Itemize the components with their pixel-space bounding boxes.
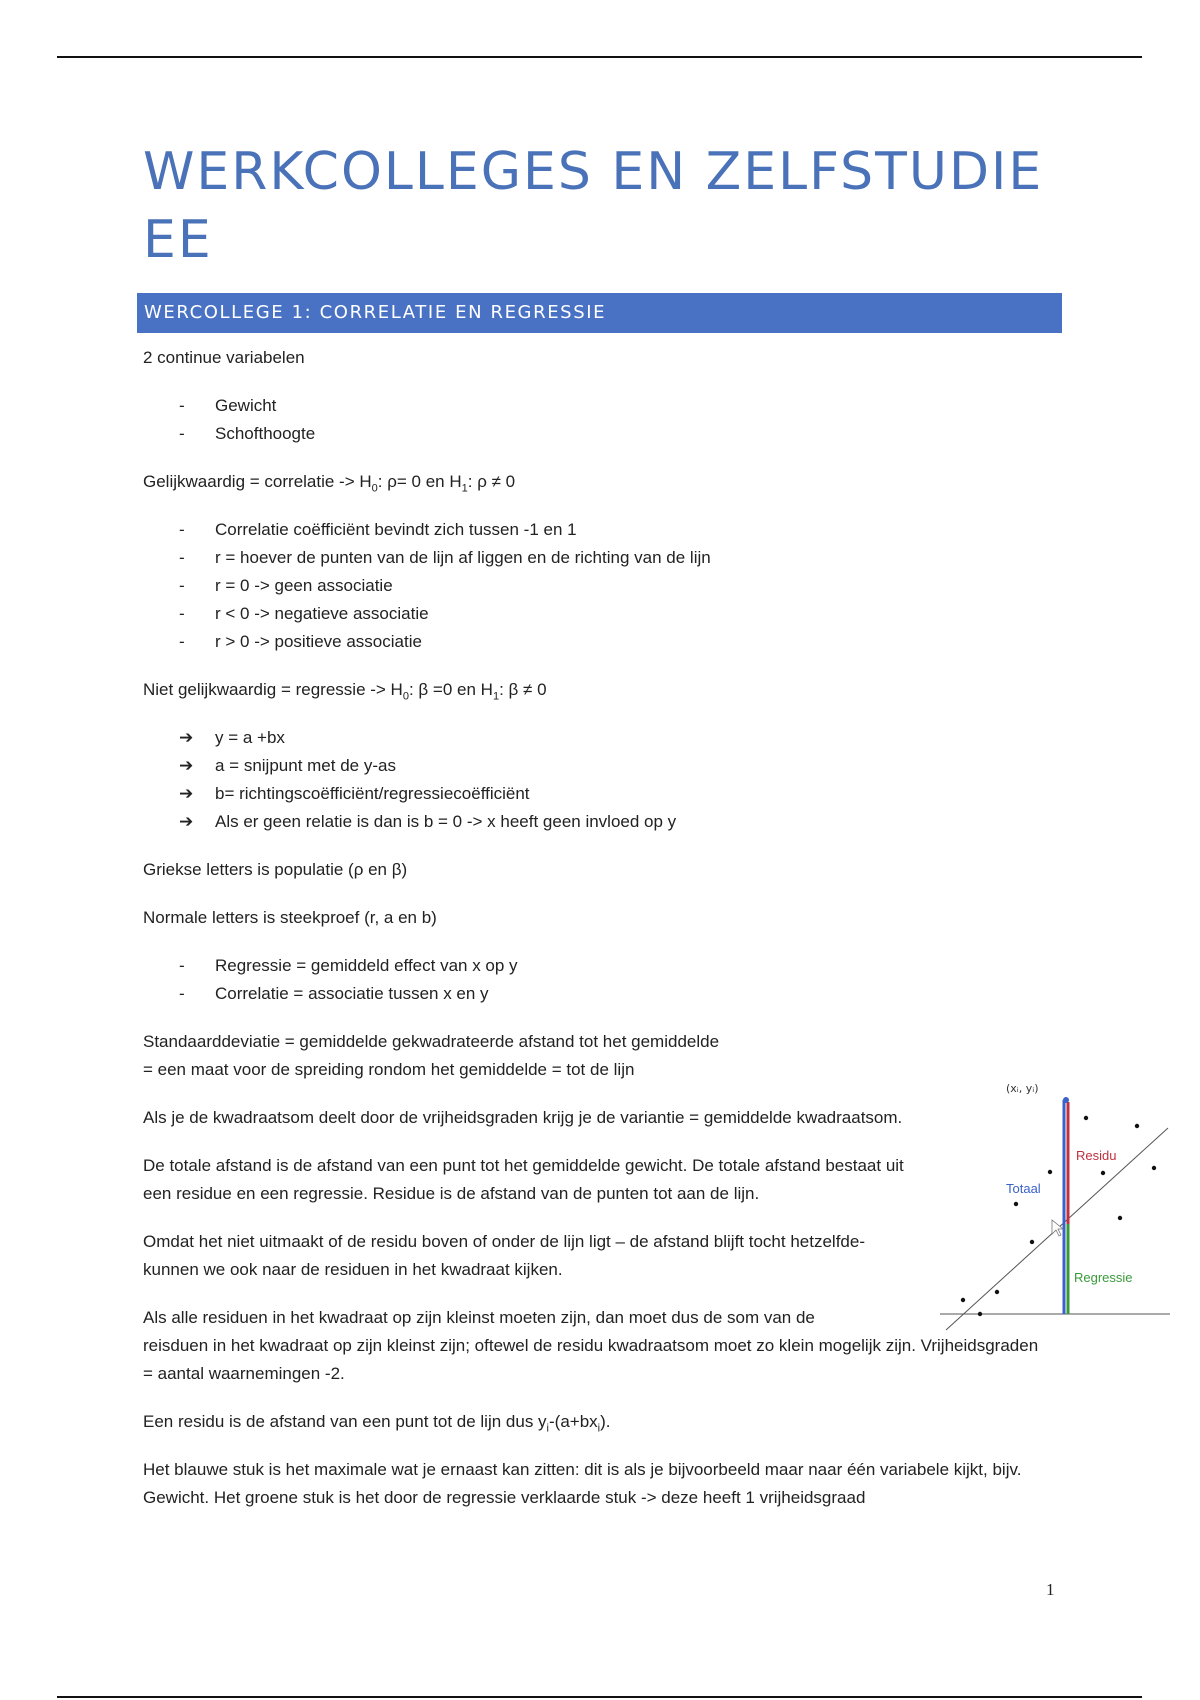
arrow-right-icon: ➔	[179, 812, 194, 831]
variance-paragraph: Als je de kwadraatsom deelt door de vrijheidsgraden krijg je de variantie = gemiddelde kwadraatsom.	[143, 1108, 903, 1127]
data-point	[1014, 1202, 1018, 1206]
data-point	[1118, 1216, 1122, 1220]
arrow-right-icon: ➔	[179, 784, 194, 803]
list-item: - Regressie = gemiddeld effect van x op y	[143, 952, 1043, 980]
dash-bullet: -	[179, 632, 185, 651]
residu-formula-paragraph: Een residu is de afstand van een punt tot de lijn dus $y_i-(a+bx_i)$.	[143, 1412, 611, 1435]
data-point	[978, 1312, 982, 1316]
correlation-list	[143, 516, 1043, 656]
least-squares-paragraph: Als alle residuen in het kwadraat op zijn kleinst moeten zijn, dan moet dus de som van de reisduen in het kwadraat op zijn kleinst zijn; oftewel de residu kwadraatsom moet zo klein mogelijk zijn. Vrijheidsgraden = aantal waarnemingen -2.	[143, 1308, 1039, 1383]
list-item: ➔ y = a +bx	[143, 724, 1043, 752]
data-point	[1048, 1170, 1052, 1174]
data-point	[1101, 1171, 1105, 1175]
regression-hypothesis: Niet gelijkwaardig = regressie -> $H_0$: β =0 en $H_1$: β ≠ 0	[143, 680, 547, 703]
list-item: - Gewicht	[143, 392, 1043, 420]
list-item: - r > 0 -> positieve associatie	[143, 628, 1043, 656]
total-distance-paragraph: De totale afstand is de afstand van een punt tot het gemiddelde gewicht. De totale afstand bestaat uit een residue en een regressie. Residue is de afstand van de punten tot aan de lijn.	[143, 1156, 904, 1203]
data-point	[961, 1298, 965, 1302]
std-dev-paragraph: Standaarddeviatie = gemiddelde gekwadrateerde afstand tot het gemiddelde = een maat voor de spreiding rondom het gemiddelde = tot de lijn	[143, 1032, 720, 1079]
residu-label: Residu	[1076, 1148, 1117, 1163]
regressie-label: Regressie	[1074, 1270, 1133, 1285]
list-item: ➔ Als er geen relatie is dan is b = 0 -> x heeft geen invloed op y	[143, 808, 1043, 836]
point-label: (xᵢ, yᵢ)	[1006, 1082, 1039, 1095]
variables-list	[143, 392, 1043, 448]
dash-bullet: -	[179, 396, 185, 415]
footer-rule	[57, 1696, 1142, 1698]
dash-bullet: -	[179, 424, 185, 443]
data-point	[995, 1290, 999, 1294]
correlation-hypothesis: Gelijkwaardig = correlatie -> $H_0$: ρ= 0 en $H_1$: ρ ≠ 0	[143, 472, 516, 495]
data-point	[1135, 1124, 1139, 1128]
summary-list	[143, 952, 1043, 1008]
dash-bullet: -	[179, 576, 185, 595]
arrow-right-icon: ➔	[179, 728, 194, 747]
list-item: - Schofthoogte	[143, 420, 1043, 448]
normal-letters-paragraph: Normale letters is steekproef (r, a en b)	[143, 908, 437, 927]
list-item: - Correlatie = associatie tussen x en y	[143, 980, 1043, 1008]
list-item: - r = 0 -> geen associatie	[143, 572, 1043, 600]
dash-bullet: -	[179, 984, 185, 1003]
data-point	[1063, 1097, 1069, 1103]
dash-bullet: -	[179, 604, 185, 623]
cursor-icon	[1052, 1220, 1063, 1236]
document-title: WERKCOLLEGES EN ZELFSTUDIE EE	[143, 142, 1044, 270]
regression-diagram	[940, 1078, 1172, 1336]
residu-sign-paragraph: Omdat het niet uitmaakt of de residu boven of onder de lijn ligt – de afstand blijft tocht hetzelfde- kunnen we ook naar de residuen in het kwadraat kijken.	[143, 1232, 865, 1279]
totaal-label: Totaal	[1006, 1181, 1041, 1196]
dash-bullet: -	[179, 956, 185, 975]
section-heading: WERCOLLEGE 1: CORRELATIE EN REGRESSIE	[137, 293, 1062, 333]
data-point	[1152, 1166, 1156, 1170]
document-body	[143, 344, 1043, 1532]
dash-bullet: -	[179, 520, 185, 539]
dash-bullet: -	[179, 548, 185, 567]
regression-list	[143, 724, 1043, 836]
arrow-right-icon: ➔	[179, 756, 194, 775]
intro-paragraph: 2 continue variabelen	[143, 348, 305, 367]
header-rule	[57, 56, 1142, 58]
page-number: 1	[1046, 1580, 1055, 1599]
list-item: ➔ b= richtingscoëfficiënt/regressiecoëfficiënt	[143, 780, 1043, 808]
list-item: - r = hoever de punten van de lijn af liggen en de richting van de lijn	[143, 544, 1043, 572]
data-point	[1084, 1116, 1088, 1120]
greek-letters-paragraph: Griekse letters is populatie (ρ en β)	[143, 860, 408, 879]
list-item: - Correlatie coëfficiënt bevindt zich tussen -1 en 1	[143, 516, 1043, 544]
blue-piece-paragraph: Het blauwe stuk is het maximale wat je ernaast kan zitten: dit is als je bijvoorbeeld maar naar één variabele kijkt, bijv. Gewicht. Het groene stuk is het door de regressie verklaarde stuk -> deze heeft 1 vrijheidsgraad	[143, 1460, 1022, 1507]
list-item: - r < 0 -> negatieve associatie	[143, 600, 1043, 628]
list-item: ➔ a = snijpunt met de y-as	[143, 752, 1043, 780]
data-point	[1030, 1240, 1034, 1244]
